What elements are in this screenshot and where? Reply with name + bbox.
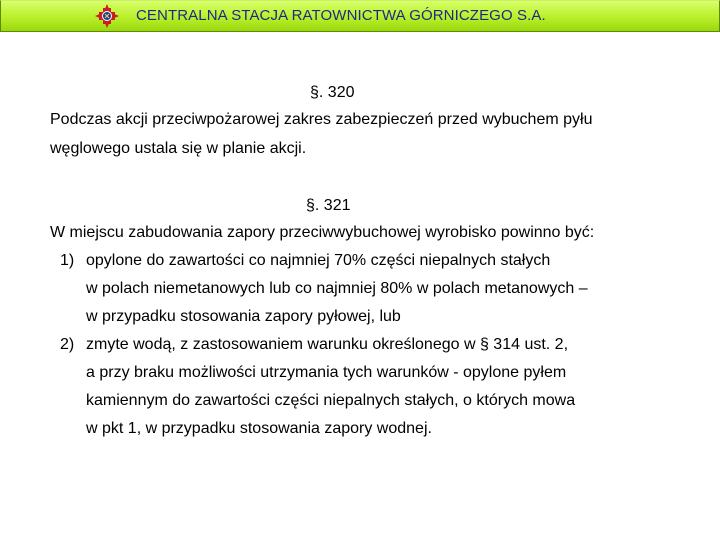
list-item-2-line-2: a przy braku możliwości utrzymania tych warunków - opylone pyłem <box>86 364 567 381</box>
section-320-line-2: węglowego ustala się w planie akcji. <box>50 140 307 157</box>
list-item-2-line-3: kamiennym do zawartości części niepalnych stałych, o których mowa <box>86 392 576 409</box>
header-bar <box>0 0 720 32</box>
list-item-1-line-1: opylone do zawartości co najmniej 70% części niepalnych stałych <box>86 252 551 269</box>
list-item-1-line-2: w polach niemetanowych lub co najmniej 80% w polach metanowych – <box>86 280 588 297</box>
section-321-heading: §. 321 <box>306 197 351 214</box>
list-item-2-line-1: zmyte wodą, z zastosowaniem warunku określonego w § 314 ust. 2, <box>86 336 569 353</box>
header-title: CENTRALNA STACJA RATOWNICTWA GÓRNICZEGO S.A. <box>136 7 546 24</box>
list-marker-2: 2) <box>60 336 75 353</box>
section-321-intro: W miejscu zabudowania zapory przeciwwybuchowej wyrobisko powinno być: <box>50 224 595 241</box>
section-320-heading: §. 320 <box>310 84 355 101</box>
list-item-1-line-3: w przypadku stosowania zapory pyłowej, lub <box>86 308 401 325</box>
section-320-line-1: Podczas akcji przeciwpożarowej zakres zabezpieczeń przed wybuchem pyłu <box>50 111 593 128</box>
mine-rescue-cross-emblem-icon <box>94 3 120 29</box>
list-item-2-line-4: w pkt 1, w przypadku stosowania zapory wodnej. <box>86 420 432 437</box>
list-marker-1: 1) <box>60 252 75 269</box>
